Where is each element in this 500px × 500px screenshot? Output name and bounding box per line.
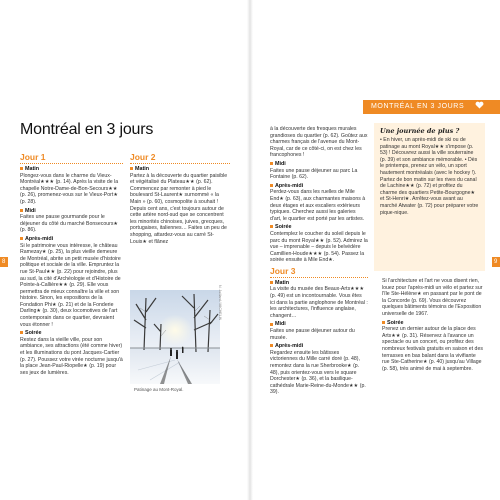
page-number-right: 9: [494, 259, 498, 265]
subheading-apres-midi: Après-midi: [270, 183, 368, 190]
section-header-bar: [363, 100, 500, 114]
square-bullet-icon: [20, 167, 23, 170]
paragraph: Contemplez le coucher du soleil depuis le parc du mont Royal★★ (p. 52). Admirez la vue – imprenable – depuis le belvédère Camillien-Houde★★★ (p. 54). Passez la soirée ensuite à Mile End★.: [270, 230, 368, 264]
page-title: Montréal en 3 jours: [20, 121, 154, 138]
square-bullet-icon: [20, 331, 23, 334]
column-jour-2: [130, 152, 230, 247]
square-bullet-icon: [270, 225, 273, 228]
column-jour-3-cont: [382, 278, 484, 374]
photo-caption: Patinage au Mont-Royal.: [134, 387, 184, 392]
paragraph: La visite du musée des Beaux-Arts★★★ (p. 49) est un incontournable. Vous êtes ici dans la partie anglophone de Montréal : les architectures, l'influence anglaise, changent…: [270, 286, 368, 319]
heart-icon: [475, 101, 484, 109]
extra-day-box: [374, 123, 485, 271]
square-bullet-icon: [270, 162, 273, 165]
box-body: • En hiver, un après-midi de ski ou de patinage au mont Royal★★ s'impose (p. 53) ! Découvrez aussi la ville souterraine (p. 39) et son ambiance mémorable. • Dès le printemps, prenez un vélo, un sport hautement montréalais (avec le hockey !). Partez de bon matin sur les rives du canal de Lachine★★ (p. 72) et profitez du charme des quartiers Petite-Bourgogne★ et St-Henri★. Arrêtez-vous avant au marché Atwater (p. 72) pour préparer votre pique-nique.: [380, 137, 479, 216]
subheading-apres-midi: Après-midi: [20, 236, 123, 243]
day-heading: Jour 3: [270, 266, 368, 278]
paragraph: Restez dans la vieille ville, pour son ambiance, ses attractions (été comme hiver) et les illuminations du pont Jacques-Cartier (p. 27). Poussez votre virée nocturne jusqu'à la place Jean-Paul-Riopelle★ (p. 19) pour ses jeux de lumières.: [20, 336, 123, 376]
subheading-matin: Matin: [20, 166, 123, 173]
subheading-matin: Matin: [130, 166, 230, 173]
square-bullet-icon: [270, 184, 273, 187]
square-bullet-icon: [270, 281, 273, 284]
subheading-soiree: Soirée: [270, 224, 368, 231]
paragraph: Partez à la découverte du quartier paisible et végétalisé du Plateau★★ (p. 62). Commencez par remonter à pied le boulevard St-Laurent★ surnommé « la Main » (p. 60), cosmopolite à souhait ! Depuis cent ans, c'est toujours autour de cette artère nord-sud que se concentrent les minorités chinoises, juives, grecques, portugaises, italiennes… Faites un peu de shopping, attardez-vous au carré St-Louis★ et flânez: [130, 172, 228, 245]
paragraph: Faites une pause déjeuner autour du musée.: [270, 328, 355, 341]
square-bullet-icon: [20, 237, 23, 240]
subheading-midi: Midi: [270, 161, 368, 168]
square-bullet-icon: [270, 344, 273, 347]
book-gutter: [247, 0, 253, 500]
day-heading: Jour 2: [130, 152, 230, 164]
subheading-matin: Matin: [270, 280, 368, 287]
photo-credit: N. Juillard / MICHELIN: [218, 285, 222, 321]
square-bullet-icon: [130, 167, 133, 170]
paragraph: Plongez-vous dans le charme du Vieux-Montréal★★★ (p. 14). Après la visite de la chapelle Notre-Dame-de-Bon-Secours★★ (p. 26), promenez-vous sur le Vieux-Port★ (p. 28).: [20, 172, 119, 205]
box-title: Une journée de plus ?: [380, 127, 460, 135]
day-heading: Jour 1: [20, 152, 123, 164]
paragraph: Si l'architecture et l'art ne vous disent rien, louez pour l'après-midi un vélo et partez sur l'île Ste-Hélène★ en passant par le pont de la Concorde (p. 69). Vous découvrez quelques bâtiments témoins de l'Exposition universelle de 1967.: [382, 278, 483, 317]
subheading-soiree: Soirée: [20, 330, 123, 337]
column-jour-2-cont-and-jour-3: [270, 126, 368, 398]
paragraph: Prenez un dernier autour de la place des Arts★★ (p. 31). Réservez à l'avance un spectacle ou un concert, ou profitez des nombreux festivals gratuits en saison et des terrasses en bas balant dans la vivifiante rue Ste-Catherine★ (p. 40) jusqu'au Village (p. 58), très animé de mai à septembre.: [382, 326, 483, 372]
square-bullet-icon: [20, 209, 23, 212]
square-bullet-icon: [382, 321, 385, 324]
column-jour-1: [20, 152, 123, 378]
photo-skating-mont-royal: [130, 290, 220, 384]
paragraph: Faites une pause gourmande pour le déjeuner du côté du marché Bonsecours★ (p. 86).: [20, 214, 119, 234]
paragraph: Faites une pause déjeuner au parc La Fontaine (p. 62).: [270, 167, 358, 181]
page-number-left: 8: [2, 259, 6, 265]
subheading-soiree: Soirée: [382, 320, 484, 327]
square-bullet-icon: [270, 323, 273, 326]
paragraph: Regardez ensuite les bâtisses victoriennes du Mille carré doré (p. 48), remontez dans la rue Sherbrooke★ (p. 48), puis orientez-vous vers le square Dorchester★ (p. 36), et la basilique-cathédrale Marie-Reine-du-Monde★★ (p. 39).: [270, 349, 366, 396]
paragraph: Si le patrimoine vous intéresse, le château Ramezay★ (p. 25), la plus vieille demeure de Montréal, abrite un petit musée d'histoire politique et sociale de la ville. Empruntez la rue St-Paul★★ (p. 22) pour rejoindre, plus au sud, la cité d'Archéologie et d'Histoire de Pointe-à-Callière★★ (p. 29). Elle vous permettra de mieux connaître la ville et son histoire. Sinon, les expositions de la Fondation Phi★ (p. 21) et de la Fonderie Darling★ (p. 30), deux locomotives de l'art contemporain dans ce quartier, devraient vous étonner !: [20, 242, 121, 328]
section-header-label: MONTRÉAL EN 3 JOURS: [371, 103, 465, 110]
paragraph: à la découverte des fresques murales grandioses du quartier (p. 62). Goûtez aux charmes français de l'avenue du Mont-Royal, car de ce côté-ci, on est chez les francophones !: [270, 126, 368, 159]
subheading-apres-midi: Après-midi: [270, 343, 368, 350]
subheading-midi: Midi: [270, 321, 368, 328]
subheading-midi: Midi: [20, 208, 123, 215]
paragraph: Perdez-vous dans les ruelles de Mile End★ (p. 63), aux charmantes maisons à deux étages et aux escaliers extérieurs typiques. Cherchez aussi les galeries d'art, le quartier est porté par les artistes.: [270, 189, 366, 222]
snowy-park-illustration: [130, 290, 220, 384]
